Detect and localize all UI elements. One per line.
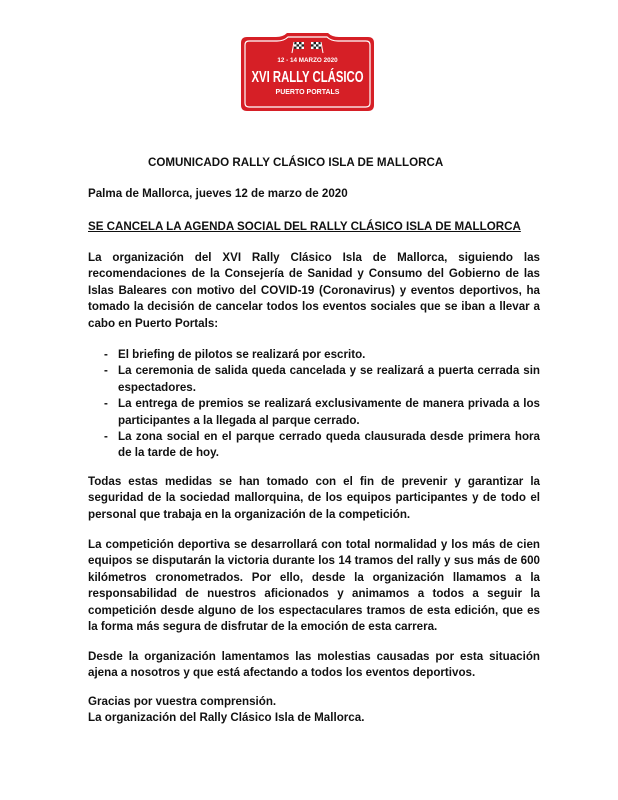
list-item [88,347,540,363]
list-item-text: La entrega de premios se realizará exclusivamente de manera privada a los participantes a la llegada al parque cerrado. [118,397,540,427]
list-item [88,363,540,396]
paragraph-apology: Desde la organización lamentamos las molestias causadas por esta situación ajena a nosotros y que está afectando a todos los eventos deportivos. [88,650,540,680]
document-heading: COMUNICADO RALLY CLÁSICO ISLA DE MALLORCA [148,156,444,169]
list-item-text: La zona social en el parque cerrado queda clausurada desde primera hora de la tarde de hoy. [118,430,540,460]
list-item-text: La ceremonia de salida queda cancelada y se realizará a puerta cerrada sin espectadores. [118,364,540,394]
closing-thanks: Gracias por vuestra comprensión. [88,695,277,708]
logo-dates: 12 - 14 MARZO 2020 [277,57,338,64]
logo-title: XVI RALLY CLÁSICO [251,69,410,86]
bullet-dash: - [104,430,108,444]
paragraph-competition: La competición deportiva se desarrollará con total normalidad y los más de cien equipos se disputarán la victoria durante los 14 tramos del rally y sus más de 600 kilómetros cronometrados. Por ello, desde la organización llamamos a la responsabilidad de nuestros aficionados y animamos a todos a seguir la competición desde alguno de los espectaculares tramos de esta edición, que es la forma más segura de disfrutar de la emoción de esta carrera. [88,538,540,634]
paragraph-intro: La organización del XVI Rally Clásico Isla de Mallorca, siguiendo las recomendaciones de la Consejería de Sanidad y Consumo del Gobierno de las Islas Baleares con motivo del COVID-19 (Coronavirus) y eventos deportivos, ha tomado la decisión de cancelar todos los eventos sociales que se iban a llevar a cabo en Puerto Portals: [88,251,540,330]
announcement-subtitle: SE CANCELA LA AGENDA SOCIAL DEL RALLY CLÁSICO ISLA DE MALLORCA [88,220,521,233]
closing-signature: La organización del Rally Clásico Isla de Mallorca. [88,711,365,725]
dateline: Palma de Mallorca, jueves 12 de marzo de 2020 [88,187,348,200]
logo-subtitle: PUERTO PORTALS [275,89,340,96]
list-item-text: El briefing de pilotos se realizará por escrito. [118,348,366,361]
rally-logo [231,33,410,111]
bullet-dash: - [104,397,108,411]
bullet-dash: - [104,348,108,361]
paragraph-measures: Todas estas medidas se han tomado con el fin de prevenir y garantizar la seguridad de la sociedad mallorquina, de los equipos participantes y de todo el personal que trabaja en la organización de la competición. [88,475,540,521]
cancelled-events-list [88,347,540,462]
list-item [88,429,540,462]
bullet-dash: - [104,364,108,378]
closing [88,694,540,727]
list-item [88,396,540,429]
